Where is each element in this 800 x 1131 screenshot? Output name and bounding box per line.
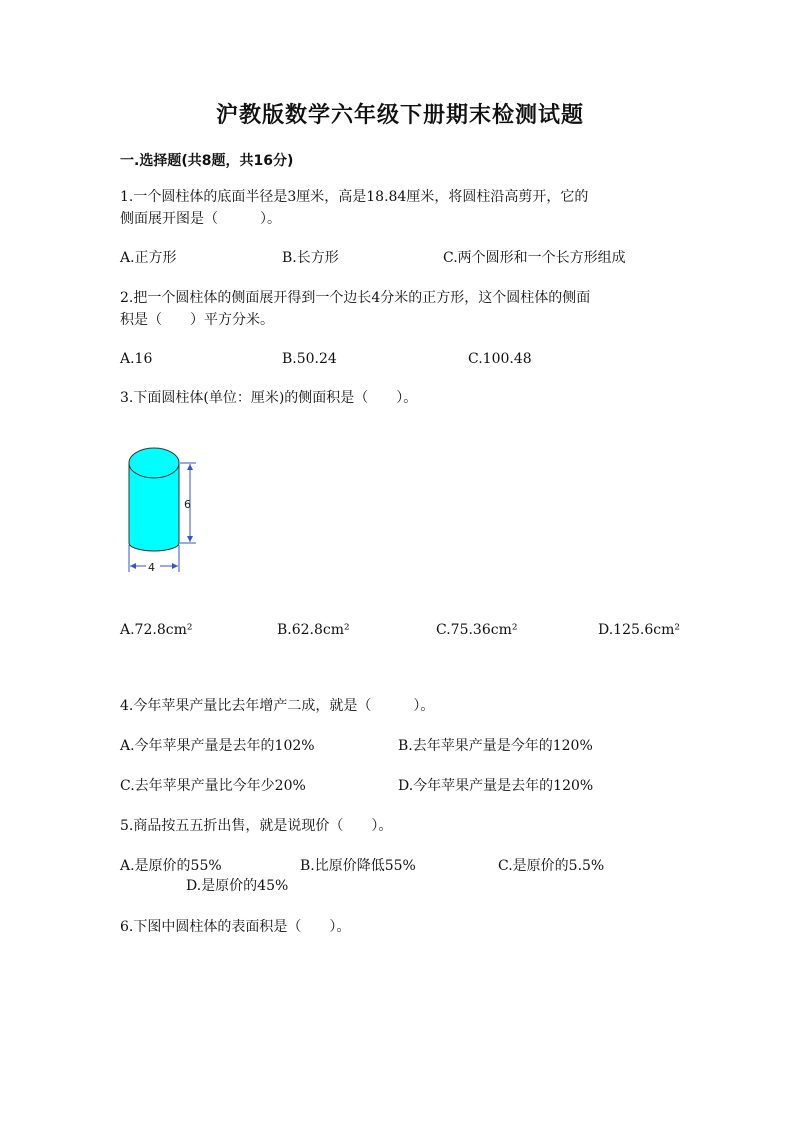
question-1-option-a: A.正方形 bbox=[120, 250, 177, 266]
question-1 bbox=[120, 186, 680, 230]
question-2-option-c: C.100.48 bbox=[468, 351, 532, 367]
cylinder-figure bbox=[118, 440, 208, 580]
question-3-option-b: B.62.8cm² bbox=[277, 622, 350, 638]
page-title: 沪教版数学六年级下册期末检测试题 bbox=[215, 103, 584, 128]
question-5-option-b: B.比原价降低55% bbox=[300, 858, 416, 874]
question-5-line-1: 5.商品按五五折出售，就是说现价（ ）。 bbox=[120, 818, 393, 834]
question-4-option-b: B.去年苹果产量是今年的120% bbox=[398, 738, 593, 754]
question-5-option-d: D.是原价的45% bbox=[186, 878, 289, 894]
question-5-option-c: C.是原价的5.5% bbox=[498, 858, 605, 874]
question-3 bbox=[120, 387, 680, 409]
question-6-line-1: 6.下图中圆柱体的表面积是（ ）。 bbox=[120, 919, 351, 935]
question-1-line-2: 侧面展开图是（ ）。 bbox=[120, 211, 281, 227]
question-3-option-d: D.125.6cm² bbox=[598, 622, 680, 638]
question-1-option-b: B.长方形 bbox=[282, 250, 339, 266]
question-4-option-d: D.今年苹果产量是去年的120% bbox=[398, 778, 594, 794]
section-heading: 一.选择题(共8题，共16分) bbox=[120, 153, 294, 169]
question-5-option-a: A.是原价的55% bbox=[120, 858, 222, 874]
question-4-option-c: C.去年苹果产量比今年少20% bbox=[120, 778, 306, 794]
question-4-option-a: A.今年苹果产量是去年的102% bbox=[120, 738, 315, 754]
question-3-option-c: C.75.36cm² bbox=[436, 622, 518, 638]
question-5 bbox=[120, 815, 680, 837]
question-2-option-a: A.16 bbox=[120, 351, 153, 367]
question-2-line-2: 积是（ ）平方分米。 bbox=[120, 312, 274, 328]
diameter-label: 4 bbox=[148, 561, 155, 574]
question-1-line-1: 1.一个圆柱体的底面半径是3厘米，高是18.84厘米，将圆柱沿高剪开，它的 bbox=[120, 189, 589, 205]
question-3-option-a: A.72.8cm² bbox=[120, 622, 193, 638]
question-4 bbox=[120, 695, 680, 717]
question-2-line-1: 2.把一个圆柱体的侧面展开得到一个边长4分米的正方形，这个圆柱体的侧面 bbox=[120, 290, 591, 306]
height-label: 6 bbox=[184, 498, 191, 511]
question-6 bbox=[120, 916, 680, 938]
question-2-option-b: B.50.24 bbox=[282, 351, 337, 367]
cylinder-diagram bbox=[118, 440, 208, 580]
question-1-option-c: C.两个圆形和一个长方形组成 bbox=[443, 250, 626, 266]
question-2 bbox=[120, 287, 680, 331]
question-4-line-1: 4.今年苹果产量比去年增产二成，就是（ ）。 bbox=[120, 698, 435, 714]
question-3-line-1: 3.下面圆柱体(单位：厘米)的侧面积是（ ）。 bbox=[120, 390, 418, 406]
cylinder-top bbox=[129, 448, 179, 478]
